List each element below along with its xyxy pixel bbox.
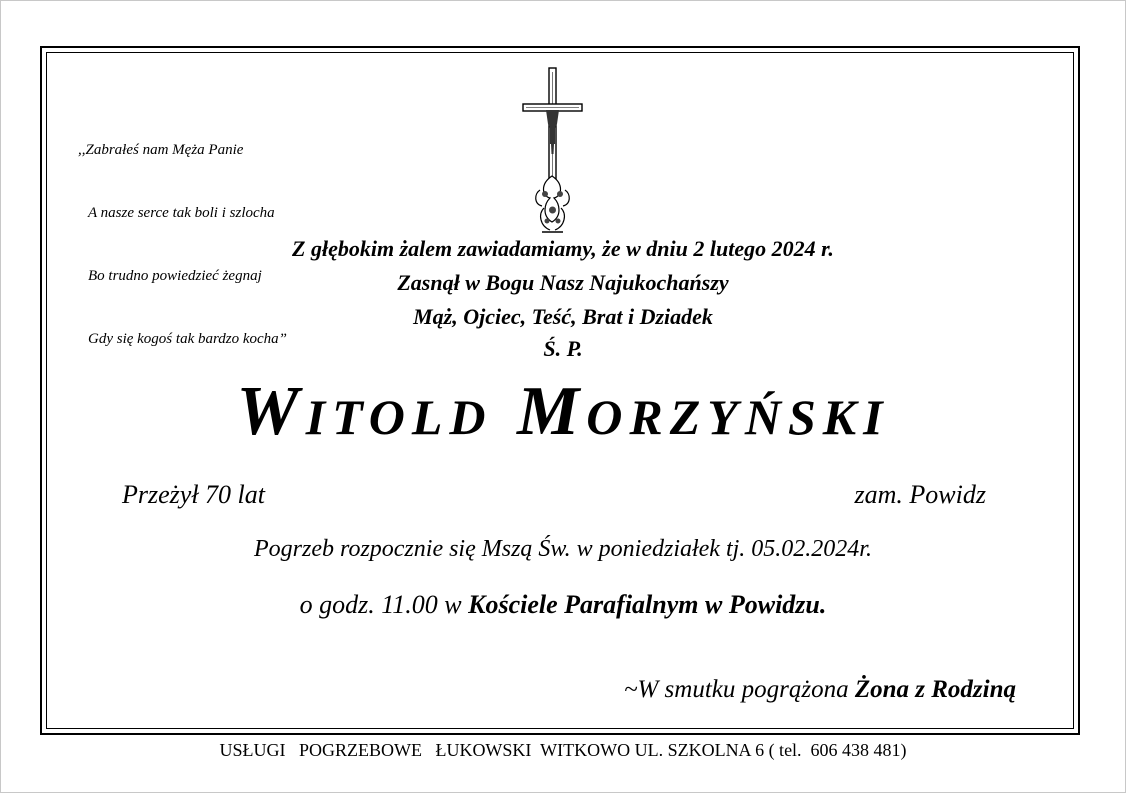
poem-line-3: Bo trudno powiedzieć żegnaj [88,268,262,284]
last-name-initial: M [517,373,587,450]
deceased-name [0,372,1126,452]
family-roles-line: Mąż, Ojciec, Teść, Brat i Dziadek [413,304,713,329]
memory-abbreviation: Ś. P. [543,336,583,361]
funeral-time: o godz. 11.00 w [299,590,469,619]
signoff-family: Żona z Rodziną [854,676,1016,703]
first-name-rest: ITOLD [305,389,493,445]
cross-with-lilies-icon [520,66,586,236]
last-name-rest: ORZYŃSKI [586,389,890,445]
announcement-line: Z głębokim żalem zawiadamiamy, że w dniu 2 lutego 2024 r. [292,236,834,261]
first-name-initial: W [236,373,306,450]
age-text: Przeżył 70 lat [122,480,265,509]
poem-line-2: A nasze serce tak boli i szlocha [88,205,275,221]
signoff-prefix: ~W smutku pogrążona [623,676,855,703]
funeral-home-footer: USŁUGI POGRZEBOWE ŁUKOWSKI WITKOWO UL. SZKOLNA 6 ( tel. 606 438 481) [219,740,907,760]
funeral-mass-text: Pogrzeb rozpocznie się Mszą Św. w poniedziałek tj. 05.02.2024r. [254,536,872,562]
residence-text: zam. Powidz [854,480,986,509]
funeral-time-location [0,590,1126,620]
mourners-signoff [624,676,1016,704]
poem-line-4: Gdy się kogoś tak bardzo kocha” [88,331,287,347]
church-name: Kościele Parafialnym w Powidzu. [468,590,827,619]
poem-line-1: ,,Zabrałeś nam Męża Panie [78,142,244,158]
passed-away-line: Zasnął w Bogu Nasz Najukochańszy [397,270,729,295]
memorial-poem [78,98,287,371]
